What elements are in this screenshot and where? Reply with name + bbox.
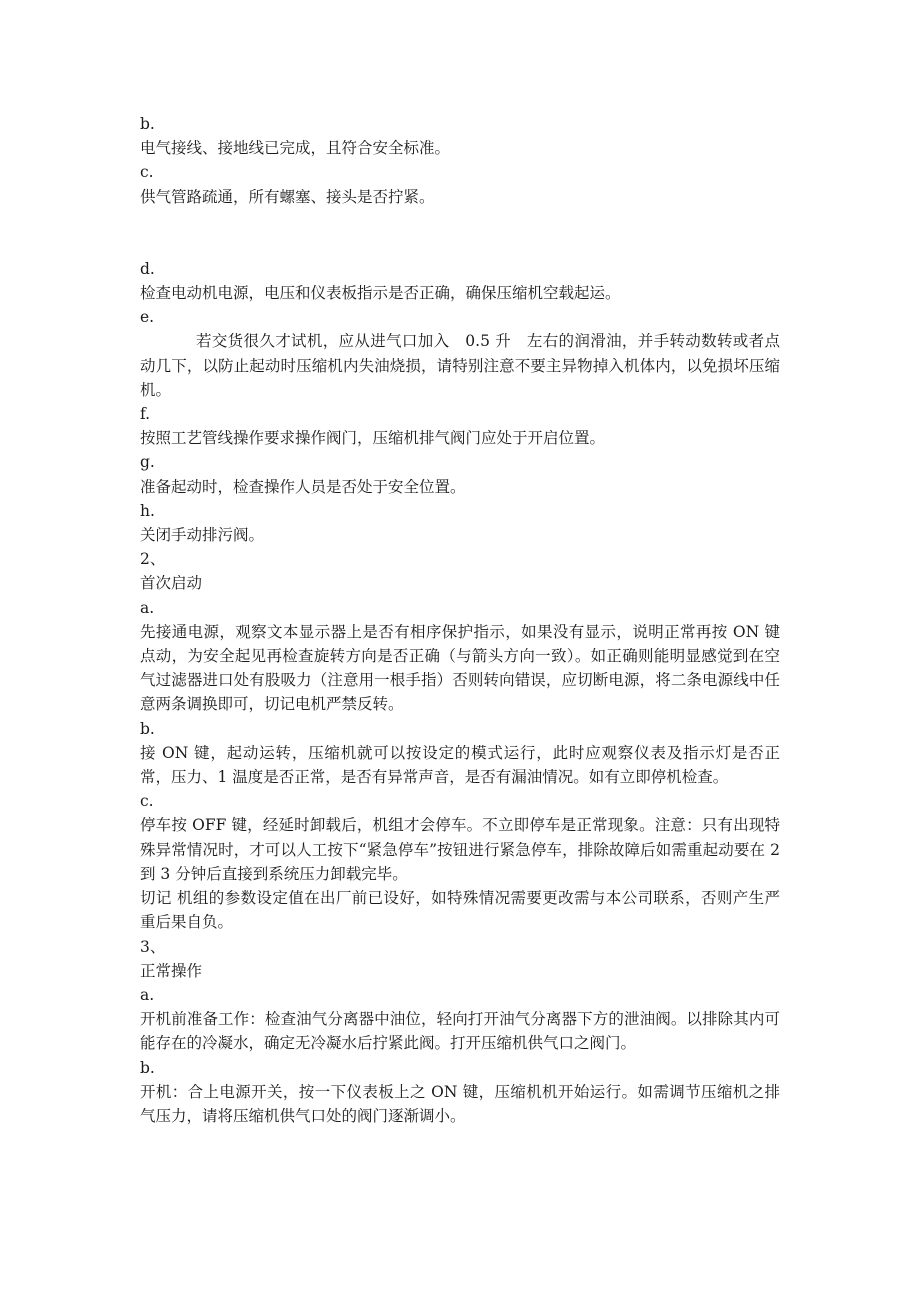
item-text-c: 供气管路疏通，所有螺塞、接头是否拧紧。 bbox=[140, 187, 435, 206]
item-text-e: 若交货很久才试机，应从进气口加入 0.5 升 左右的润滑油，并手转动数转或者点动几下，以防止起动时压缩机内失油烧损，请特别注意不要主异物掉入机体内，以免损坏压缩机。 bbox=[140, 332, 780, 399]
item-label-f: f. bbox=[140, 405, 151, 424]
section-number-3: 3、 bbox=[140, 937, 166, 956]
item-text-d: 检查电动机电源，电压和仪表板指示是否正确，确保压缩机空载起运。 bbox=[140, 284, 621, 303]
item-label-c: c. bbox=[140, 163, 154, 182]
s2-item-text-a: 先接通电源，观察文本显示器上是否有相序保护指示，如果没有显示，说明正常再按 ON 键点动，为安全起见再检查旋转方向是否正确（与箭头方向一致）。如正确则能明显感觉到在空气过滤器进口处有股吸力（注意用一根手指）否则转向错误，应切断电源，将二条电源线中任意两条调换即可，切记电机严禁反转。 bbox=[140, 622, 780, 714]
item-text-f: 按照工艺管线操作要求操作阀门，压缩机排气阀门应处于开启位置。 bbox=[140, 429, 606, 448]
item-label-d: d. bbox=[140, 259, 155, 278]
item-label-h: h. bbox=[140, 501, 155, 520]
s3-item-label-b: b. bbox=[140, 1058, 155, 1077]
s2-item-label-a: a. bbox=[140, 598, 155, 617]
section-title-3: 正常操作 bbox=[140, 961, 203, 980]
s2-item-text-b: 接 ON 键，起动运转，压缩机就可以按设定的模式运行，此时应观察仪表及指示灯是否正常，压力、1 温度是否正常，是否有异常声音，是否有漏油情况。如有立即停机检查。 bbox=[140, 743, 780, 787]
s3-item-text-a: 开机前准备工作：检查油气分离器中油位，轻向打开油气分离器下方的泄油阀。以排除其内可能存在的冷凝水，确定无冷凝水后拧紧此阀。打开压缩机供气口之阀门。 bbox=[140, 1010, 780, 1053]
item-text-b: 电气接线、接地线已完成，且符合安全标准。 bbox=[140, 139, 451, 158]
s2-item-text-c: 停车按 OFF 键，经延时卸载后，机组才会停车。不立即停车是正常现象。注意：只有出现特殊异常情况时，才可以人工按下“紧急停车”按钮进行紧急停车，排除故障后如需重起动要在 2 到 3 分钟后直接到系统压力卸载完毕。 bbox=[140, 816, 780, 883]
section-title-2: 首次启动 bbox=[140, 574, 203, 593]
document-body bbox=[140, 112, 780, 1128]
section2-note: 切记 机组的参数设定值在出厂前已设好，如特殊情况需要更改需与本公司联系，否则产生严重后果自负。 bbox=[140, 889, 780, 932]
section-number-2: 2、 bbox=[140, 550, 166, 569]
blank-gap bbox=[140, 209, 780, 257]
item-label-b: b. bbox=[140, 115, 155, 133]
s2-item-label-b: b. bbox=[140, 719, 155, 738]
s3-item-label-a: a. bbox=[140, 985, 155, 1004]
item-label-e: e. bbox=[140, 308, 155, 327]
item-text-h: 关闭手动排污阀。 bbox=[140, 526, 265, 545]
s3-item-text-b: 开机：合上电源开关，按一下仪表板上之 ON 键，压缩机机开始运行。如需调节压缩机之排气压力，请将压缩机供气口处的阀门逐渐调小。 bbox=[140, 1082, 780, 1125]
item-text-g: 准备起动时，检查操作人员是否处于安全位置。 bbox=[140, 477, 466, 496]
s2-item-label-c: c. bbox=[140, 792, 154, 811]
item-label-g: g. bbox=[140, 453, 155, 472]
